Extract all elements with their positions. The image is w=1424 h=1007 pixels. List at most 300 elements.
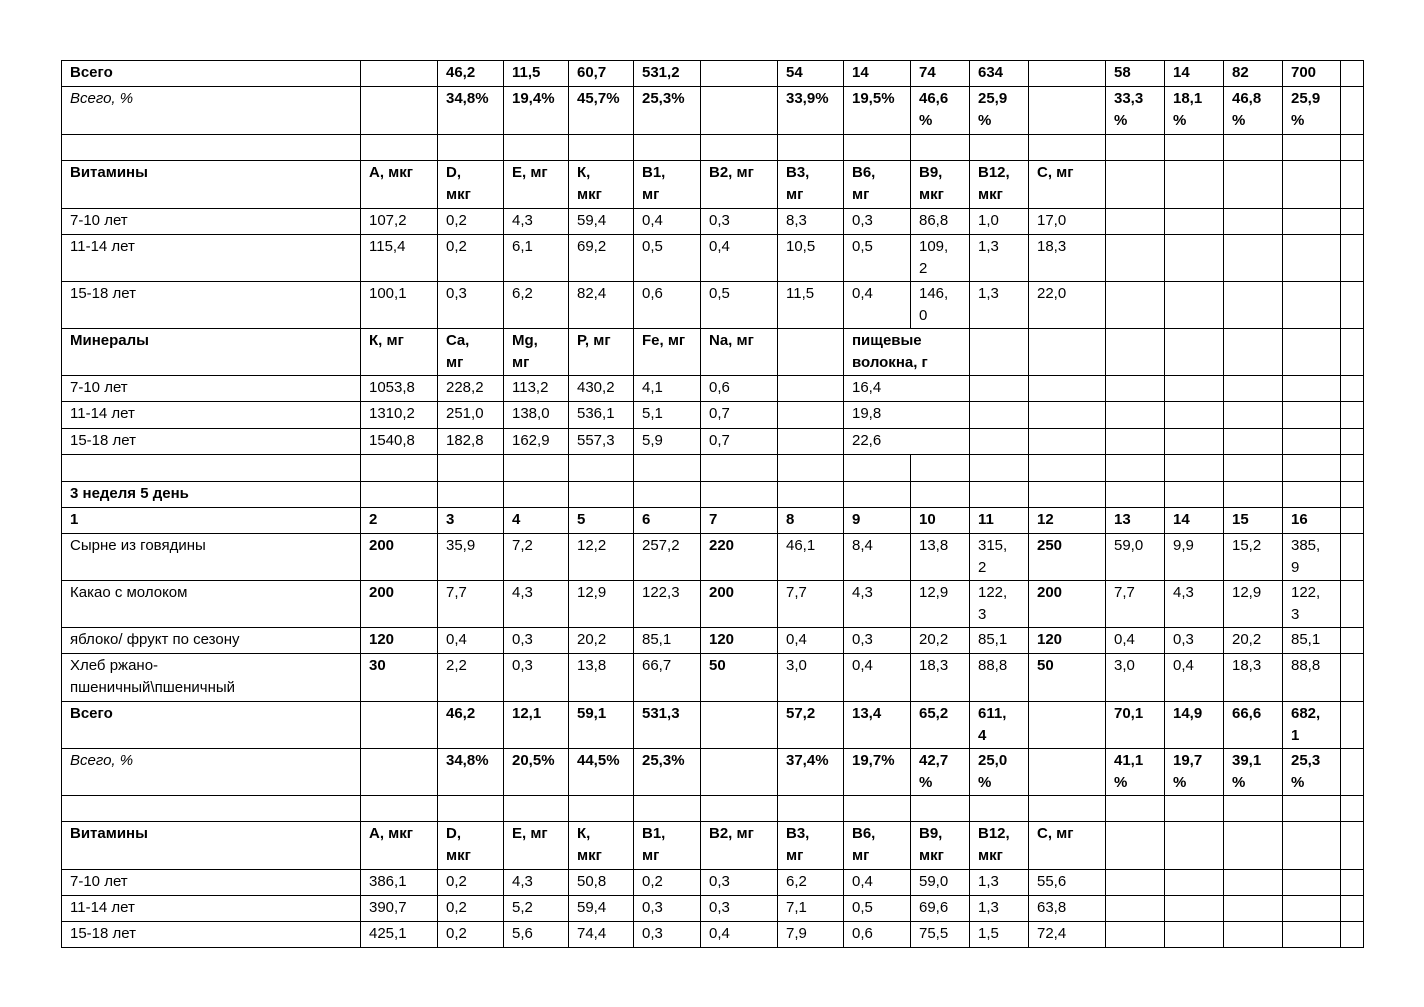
- table-cell: [778, 402, 844, 429]
- table-cell: Витамины: [62, 822, 361, 870]
- table-cell: [1165, 376, 1224, 402]
- table-cell: [1283, 376, 1341, 402]
- table-cell: 6,1: [504, 235, 569, 282]
- table-cell: [1341, 508, 1364, 534]
- table-row: [62, 429, 1364, 455]
- table-cell: [1224, 896, 1283, 922]
- table-cell: [1165, 870, 1224, 896]
- table-cell: 8: [778, 508, 844, 534]
- table-cell: 65,2: [911, 702, 970, 749]
- table-cell: Какао с молоком: [62, 581, 361, 628]
- table-cell: 14: [1165, 61, 1224, 87]
- table-cell: [970, 135, 1029, 161]
- table-cell: 42,7 %: [911, 749, 970, 796]
- table-cell: [1165, 896, 1224, 922]
- table-cell: 15,2: [1224, 534, 1283, 581]
- table-cell: 0,6: [701, 376, 778, 402]
- table-cell: 8,4: [844, 534, 911, 581]
- table-cell: Всего, %: [62, 87, 361, 135]
- table-cell: [1029, 135, 1106, 161]
- table-cell: [1224, 482, 1283, 508]
- table-cell: 25,9 %: [970, 87, 1029, 135]
- table-cell: [1341, 87, 1364, 135]
- table-cell: [1029, 376, 1106, 402]
- table-cell: 390,7: [361, 896, 438, 922]
- table-cell: 15: [1224, 508, 1283, 534]
- table-cell: Хлеб ржано- пшеничный\пшеничный: [62, 654, 361, 702]
- table-cell: 7-10 лет: [62, 209, 361, 235]
- table-cell: [1341, 702, 1364, 749]
- table-cell: 10: [911, 508, 970, 534]
- table-cell: 1,3: [970, 282, 1029, 329]
- table-cell: [1106, 482, 1165, 508]
- table-cell: 4,3: [504, 870, 569, 896]
- table-cell: Mg, мг: [504, 329, 569, 376]
- table-cell: [1283, 482, 1341, 508]
- table-cell: [778, 429, 844, 455]
- table-cell: [911, 482, 970, 508]
- table-cell: [701, 749, 778, 796]
- table-cell: 69,2: [569, 235, 634, 282]
- table-cell: [701, 702, 778, 749]
- table-cell: [1029, 749, 1106, 796]
- table-cell: 22,6: [844, 429, 970, 455]
- table-cell: яблоко/ фрукт по сезону: [62, 628, 361, 654]
- table-cell: 13,4: [844, 702, 911, 749]
- table-cell: 13,8: [911, 534, 970, 581]
- table-cell: Р, мг: [569, 329, 634, 376]
- table-cell: [361, 61, 438, 87]
- table-cell: Е, мг: [504, 161, 569, 209]
- table-cell: [569, 135, 634, 161]
- table-cell: [1341, 581, 1364, 628]
- table-row: [62, 896, 1364, 922]
- table-cell: [634, 135, 701, 161]
- table-cell: 0,2: [634, 870, 701, 896]
- table-cell: 20,2: [1224, 628, 1283, 654]
- table-cell: [569, 455, 634, 482]
- table-cell: 18,3: [911, 654, 970, 702]
- table-cell: 0,2: [438, 922, 504, 948]
- table-cell: 5,2: [504, 896, 569, 922]
- table-cell: В3, мг: [778, 822, 844, 870]
- table-cell: 60,7: [569, 61, 634, 87]
- table-cell: 251,0: [438, 402, 504, 429]
- table-cell: [970, 429, 1029, 455]
- table-cell: 14,9: [1165, 702, 1224, 749]
- table-cell: [701, 796, 778, 822]
- table-cell: 16,4: [844, 376, 970, 402]
- table-cell: 45,7%: [569, 87, 634, 135]
- table-cell: 100,1: [361, 282, 438, 329]
- table-cell: [438, 455, 504, 482]
- table-cell: 0,2: [438, 896, 504, 922]
- table-cell: [1106, 376, 1165, 402]
- table-cell: 4: [504, 508, 569, 534]
- table-cell: 54: [778, 61, 844, 87]
- table-cell: [970, 329, 1029, 376]
- table-cell: 55,6: [1029, 870, 1106, 896]
- table-cell: [1165, 796, 1224, 822]
- table-cell: [1283, 235, 1341, 282]
- table-cell: 0,7: [701, 402, 778, 429]
- table-cell: 536,1: [569, 402, 634, 429]
- table-cell: 19,8: [844, 402, 970, 429]
- table-cell: [1106, 282, 1165, 329]
- table-row: [62, 870, 1364, 896]
- table-cell: 18,3: [1029, 235, 1106, 282]
- table-cell: 46,2: [438, 61, 504, 87]
- table-cell: 11-14 лет: [62, 896, 361, 922]
- table-cell: 0,7: [701, 429, 778, 455]
- table-cell: 4,3: [504, 581, 569, 628]
- table-cell: Na, мг: [701, 329, 778, 376]
- table-cell: 88,8: [970, 654, 1029, 702]
- table-cell: [1165, 209, 1224, 235]
- table-cell: 41,1 %: [1106, 749, 1165, 796]
- table-cell: [1283, 796, 1341, 822]
- table-cell: [62, 135, 361, 161]
- table-cell: [1341, 376, 1364, 402]
- table-cell: 162,9: [504, 429, 569, 455]
- table-cell: [1341, 870, 1364, 896]
- table-cell: 59,4: [569, 209, 634, 235]
- table-cell: 3: [438, 508, 504, 534]
- table-cell: Всего: [62, 61, 361, 87]
- table-cell: 0,3: [438, 282, 504, 329]
- table-cell: [361, 796, 438, 822]
- table-cell: 12,2: [569, 534, 634, 581]
- table-cell: К, мг: [361, 329, 438, 376]
- table-cell: 146, 0: [911, 282, 970, 329]
- table-cell: 0,4: [1165, 654, 1224, 702]
- table-cell: [1283, 455, 1341, 482]
- table-cell: 1,3: [970, 896, 1029, 922]
- table-cell: [1283, 922, 1341, 948]
- table-cell: А, мкг: [361, 161, 438, 209]
- table-cell: 7,2: [504, 534, 569, 581]
- table-cell: 531,3: [634, 702, 701, 749]
- table-cell: [1106, 922, 1165, 948]
- table-cell: [701, 135, 778, 161]
- table-cell: 11,5: [778, 282, 844, 329]
- table-row: [62, 749, 1364, 796]
- table-cell: [361, 749, 438, 796]
- table-cell: [844, 482, 911, 508]
- table-cell: [1165, 235, 1224, 282]
- table-cell: 611, 4: [970, 702, 1029, 749]
- table-cell: В6, мг: [844, 161, 911, 209]
- table-cell: 12,9: [1224, 581, 1283, 628]
- table-cell: 33,9%: [778, 87, 844, 135]
- table-cell: 4,3: [1165, 581, 1224, 628]
- table-cell: 107,2: [361, 209, 438, 235]
- table-cell: 5,1: [634, 402, 701, 429]
- table-cell: 25,3%: [634, 87, 701, 135]
- table-cell: [1341, 429, 1364, 455]
- table-cell: В2, мг: [701, 822, 778, 870]
- table-cell: 7,9: [778, 922, 844, 948]
- table-cell: [1341, 135, 1364, 161]
- table-cell: 11,5: [504, 61, 569, 87]
- table-cell: 0,5: [634, 235, 701, 282]
- table-cell: 182,8: [438, 429, 504, 455]
- table-cell: [504, 135, 569, 161]
- table-cell: 25,9 %: [1283, 87, 1341, 135]
- table-cell: 18,1 %: [1165, 87, 1224, 135]
- table-cell: 14: [1165, 508, 1224, 534]
- table-cell: 531,2: [634, 61, 701, 87]
- table-cell: 122,3: [634, 581, 701, 628]
- table-cell: В1, мг: [634, 822, 701, 870]
- table-cell: 12,1: [504, 702, 569, 749]
- table-cell: Витамины: [62, 161, 361, 209]
- table-cell: 46,2: [438, 702, 504, 749]
- table-cell: В1, мг: [634, 161, 701, 209]
- table-cell: [1106, 429, 1165, 455]
- table-cell: 11: [970, 508, 1029, 534]
- table-cell: [1341, 822, 1364, 870]
- table-cell: 20,2: [911, 628, 970, 654]
- table-cell: 6,2: [504, 282, 569, 329]
- table-cell: 0,3: [701, 870, 778, 896]
- table-cell: [1106, 329, 1165, 376]
- table-cell: 7-10 лет: [62, 376, 361, 402]
- table-cell: 557,3: [569, 429, 634, 455]
- table-cell: [1224, 209, 1283, 235]
- table-row: [62, 922, 1364, 948]
- table-cell: [1029, 329, 1106, 376]
- table-cell: 0,4: [634, 209, 701, 235]
- table-cell: 37,4%: [778, 749, 844, 796]
- table-cell: 1: [62, 508, 361, 534]
- table-cell: 7-10 лет: [62, 870, 361, 896]
- table-cell: 22,0: [1029, 282, 1106, 329]
- table-cell: [1224, 822, 1283, 870]
- table-cell: [634, 455, 701, 482]
- table-cell: 74: [911, 61, 970, 87]
- table-cell: 20,2: [569, 628, 634, 654]
- table-cell: 7,7: [778, 581, 844, 628]
- table-cell: 138,0: [504, 402, 569, 429]
- table-cell: 0,3: [701, 896, 778, 922]
- table-cell: 0,4: [844, 282, 911, 329]
- table-cell: 9,9: [1165, 534, 1224, 581]
- table-cell: 59,0: [1106, 534, 1165, 581]
- table-cell: [1165, 429, 1224, 455]
- table-cell: 63,8: [1029, 896, 1106, 922]
- table-cell: 8,3: [778, 209, 844, 235]
- table-cell: 634: [970, 61, 1029, 87]
- table-cell: [62, 455, 361, 482]
- table-cell: [361, 135, 438, 161]
- table-cell: 34,8%: [438, 749, 504, 796]
- table-cell: 3 неделя 5 день: [62, 482, 361, 508]
- table-cell: [1224, 329, 1283, 376]
- table-cell: [1029, 429, 1106, 455]
- table-cell: 16: [1283, 508, 1341, 534]
- table-cell: 74,4: [569, 922, 634, 948]
- table-row: [62, 282, 1364, 329]
- table-cell: [1341, 534, 1364, 581]
- table-cell: [1029, 87, 1106, 135]
- table-cell: К, мкг: [569, 822, 634, 870]
- table-cell: 250: [1029, 534, 1106, 581]
- table-cell: 33,3 %: [1106, 87, 1165, 135]
- table-cell: 0,4: [844, 870, 911, 896]
- table-cell: 122, 3: [1283, 581, 1341, 628]
- table-row: [62, 87, 1364, 135]
- table-cell: [1106, 161, 1165, 209]
- table-cell: [1341, 796, 1364, 822]
- table-cell: [778, 455, 844, 482]
- table-cell: 86,8: [911, 209, 970, 235]
- table-cell: 7,7: [1106, 581, 1165, 628]
- table-cell: Сырне из говядины: [62, 534, 361, 581]
- table-cell: 1053,8: [361, 376, 438, 402]
- table-cell: [1106, 209, 1165, 235]
- table-row: [62, 455, 1364, 482]
- table-cell: [634, 482, 701, 508]
- table-cell: В9, мкг: [911, 161, 970, 209]
- table-cell: [1283, 870, 1341, 896]
- table-cell: [701, 482, 778, 508]
- table-cell: [1224, 376, 1283, 402]
- table-cell: 1,3: [970, 235, 1029, 282]
- table-cell: 2: [361, 508, 438, 534]
- table-cell: [1341, 654, 1364, 702]
- table-cell: 5: [569, 508, 634, 534]
- table-cell: 12,9: [911, 581, 970, 628]
- table-cell: [1224, 922, 1283, 948]
- table-cell: 5,9: [634, 429, 701, 455]
- table-row: [62, 628, 1364, 654]
- table-cell: [1341, 922, 1364, 948]
- table-row: [62, 534, 1364, 581]
- table-cell: [1165, 329, 1224, 376]
- table-row: [62, 702, 1364, 749]
- table-cell: Fe, мг: [634, 329, 701, 376]
- table-cell: [1224, 455, 1283, 482]
- table-cell: [1283, 282, 1341, 329]
- table-cell: 200: [701, 581, 778, 628]
- table-row: [62, 581, 1364, 628]
- table-cell: 1,0: [970, 209, 1029, 235]
- table-cell: [911, 135, 970, 161]
- table-cell: [1283, 209, 1341, 235]
- table-cell: 315, 2: [970, 534, 1029, 581]
- table-cell: 39,1 %: [1224, 749, 1283, 796]
- table-cell: 1,5: [970, 922, 1029, 948]
- table-row: [62, 402, 1364, 429]
- table-cell: 425,1: [361, 922, 438, 948]
- table-cell: 0,6: [844, 922, 911, 948]
- table-cell: 257,2: [634, 534, 701, 581]
- table-cell: [1106, 822, 1165, 870]
- table-cell: [361, 702, 438, 749]
- table-cell: [1165, 161, 1224, 209]
- table-cell: [1283, 822, 1341, 870]
- table-cell: [1106, 402, 1165, 429]
- table-cell: 85,1: [1283, 628, 1341, 654]
- table-cell: 58: [1106, 61, 1165, 87]
- table-cell: [778, 796, 844, 822]
- table-cell: [778, 135, 844, 161]
- table-cell: [1029, 455, 1106, 482]
- table-cell: 25,3 %: [1283, 749, 1341, 796]
- table-cell: [1106, 896, 1165, 922]
- table-cell: 682, 1: [1283, 702, 1341, 749]
- table-cell: [1283, 329, 1341, 376]
- table-cell: Ca, мг: [438, 329, 504, 376]
- table-cell: 0,5: [844, 235, 911, 282]
- table-cell: [1106, 135, 1165, 161]
- table-cell: 120: [701, 628, 778, 654]
- table-cell: [1029, 796, 1106, 822]
- table-cell: [1029, 702, 1106, 749]
- table-cell: [1029, 402, 1106, 429]
- table-cell: Е, мг: [504, 822, 569, 870]
- table-cell: 66,7: [634, 654, 701, 702]
- table-cell: 0,6: [634, 282, 701, 329]
- table-cell: 75,5: [911, 922, 970, 948]
- table-cell: 4,1: [634, 376, 701, 402]
- table-cell: 113,2: [504, 376, 569, 402]
- table-cell: 17,0: [1029, 209, 1106, 235]
- table-cell: 0,3: [634, 896, 701, 922]
- table-cell: 228,2: [438, 376, 504, 402]
- table-cell: 700: [1283, 61, 1341, 87]
- table-cell: [1224, 429, 1283, 455]
- table-cell: 200: [361, 581, 438, 628]
- table-cell: 0,2: [438, 209, 504, 235]
- table-cell: [62, 796, 361, 822]
- table-cell: [1224, 282, 1283, 329]
- table-cell: [1165, 402, 1224, 429]
- table-cell: [1341, 896, 1364, 922]
- table-cell: [1224, 161, 1283, 209]
- table-cell: 69,6: [911, 896, 970, 922]
- table-cell: 200: [1029, 581, 1106, 628]
- table-cell: 3,0: [1106, 654, 1165, 702]
- table-cell: 85,1: [970, 628, 1029, 654]
- table-cell: 50: [1029, 654, 1106, 702]
- table-cell: [970, 455, 1029, 482]
- table-cell: 19,7 %: [1165, 749, 1224, 796]
- table-row: [62, 235, 1364, 282]
- table-cell: 82: [1224, 61, 1283, 87]
- table-cell: [778, 329, 844, 376]
- table-cell: 4,3: [844, 581, 911, 628]
- table-cell: [1341, 628, 1364, 654]
- table-cell: [634, 796, 701, 822]
- table-cell: [438, 796, 504, 822]
- table-cell: В2, мг: [701, 161, 778, 209]
- table-cell: 35,9: [438, 534, 504, 581]
- table-cell: [1106, 870, 1165, 896]
- table-cell: 25,0 %: [970, 749, 1029, 796]
- table-cell: В9, мкг: [911, 822, 970, 870]
- table-cell: 85,1: [634, 628, 701, 654]
- table-cell: 7: [701, 508, 778, 534]
- table-cell: 220: [701, 534, 778, 581]
- table-cell: 0,4: [701, 235, 778, 282]
- table-cell: 15-18 лет: [62, 429, 361, 455]
- table-cell: [438, 482, 504, 508]
- table-row: [62, 329, 1364, 376]
- table-cell: [1283, 161, 1341, 209]
- table-cell: [970, 796, 1029, 822]
